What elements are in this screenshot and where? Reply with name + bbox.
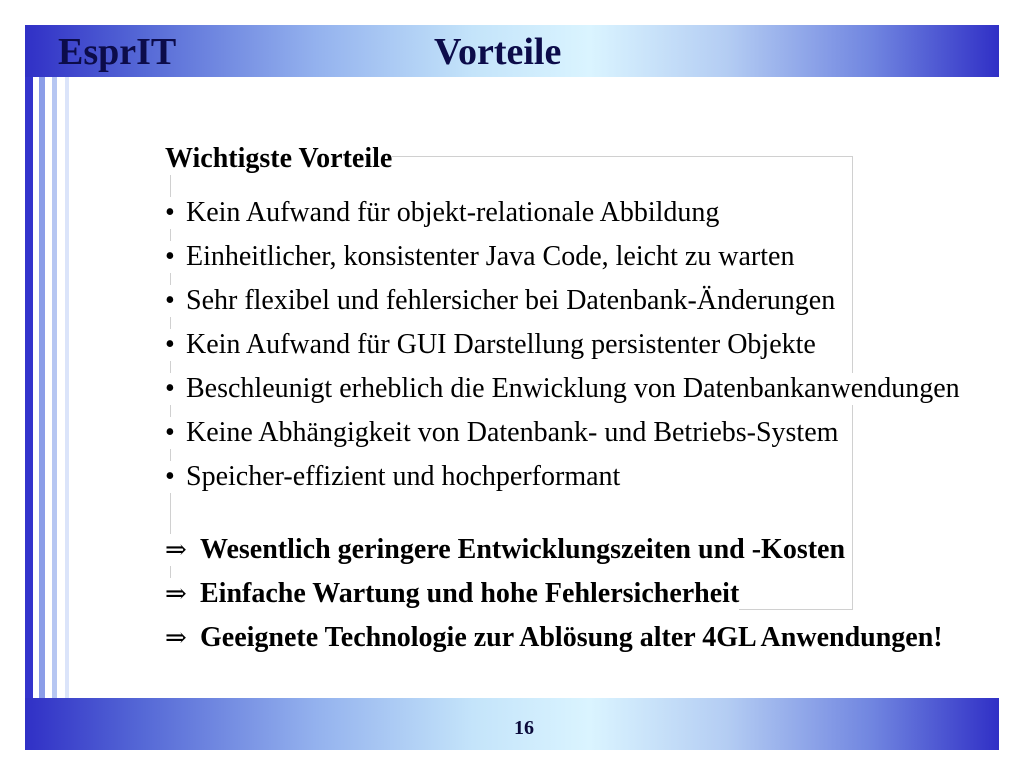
- bullet-text: Beschleunigt erheblich die Enwicklung von Datenbankanwendungen: [186, 373, 960, 404]
- page-number: 16: [514, 717, 534, 739]
- bullet-item: [165, 329, 816, 361]
- bullet-item: [165, 461, 620, 493]
- bullet-text: Einheitlicher, konsistenter Java Code, leicht zu warten: [186, 241, 795, 272]
- conclusion-text: Wesentlich geringere Entwicklungszeiten und -Kosten: [200, 534, 846, 565]
- conclusion-item: [165, 622, 943, 654]
- bullet-icon: •: [165, 241, 175, 272]
- bullet-item: [165, 241, 794, 273]
- bullet-item: [165, 197, 719, 229]
- bullet-item: [165, 373, 960, 405]
- footer-bar: [25, 698, 999, 750]
- bullet-text: Keine Abhängigkeit von Datenbank- und Betriebs-System: [186, 417, 839, 448]
- bullet-text: Kein Aufwand für objekt-relationale Abbildung: [186, 197, 720, 228]
- bullet-icon: •: [165, 461, 175, 492]
- bullet-icon: •: [165, 285, 175, 316]
- left-stripe-2: [39, 77, 45, 698]
- conclusion-text: Geeignete Technologie zur Ablösung alter 4GL Anwendungen!: [200, 622, 943, 653]
- double-right-arrow-icon: ⇒: [165, 579, 187, 609]
- bullet-item: [165, 285, 835, 317]
- bullet-icon: •: [165, 197, 175, 228]
- double-right-arrow-icon: ⇒: [165, 535, 187, 565]
- conclusion-text: Einfache Wartung und hohe Fehlersicherheit: [200, 578, 740, 609]
- conclusion-item: [165, 578, 739, 610]
- left-stripe-4: [65, 77, 69, 698]
- slide-title: Vorteile: [434, 31, 562, 73]
- section-heading: Wichtigste Vorteile: [165, 143, 393, 174]
- bullet-text: Sehr flexibel und fehlersicher bei Datenbank-Änderungen: [186, 285, 836, 316]
- left-stripe-3: [52, 77, 57, 698]
- bullet-icon: •: [165, 373, 175, 404]
- double-right-arrow-icon: ⇒: [165, 623, 187, 653]
- bullet-icon: •: [165, 329, 175, 360]
- left-stripe-1: [25, 77, 33, 698]
- bullet-text: Kein Aufwand für GUI Darstellung persistenter Objekte: [186, 329, 816, 360]
- bullet-icon: •: [165, 417, 175, 448]
- conclusion-item: [165, 534, 845, 566]
- bullet-item: [165, 417, 838, 449]
- logo-text: EsprIT: [58, 31, 177, 73]
- bullet-text: Speicher-effizient und hochperformant: [186, 461, 621, 492]
